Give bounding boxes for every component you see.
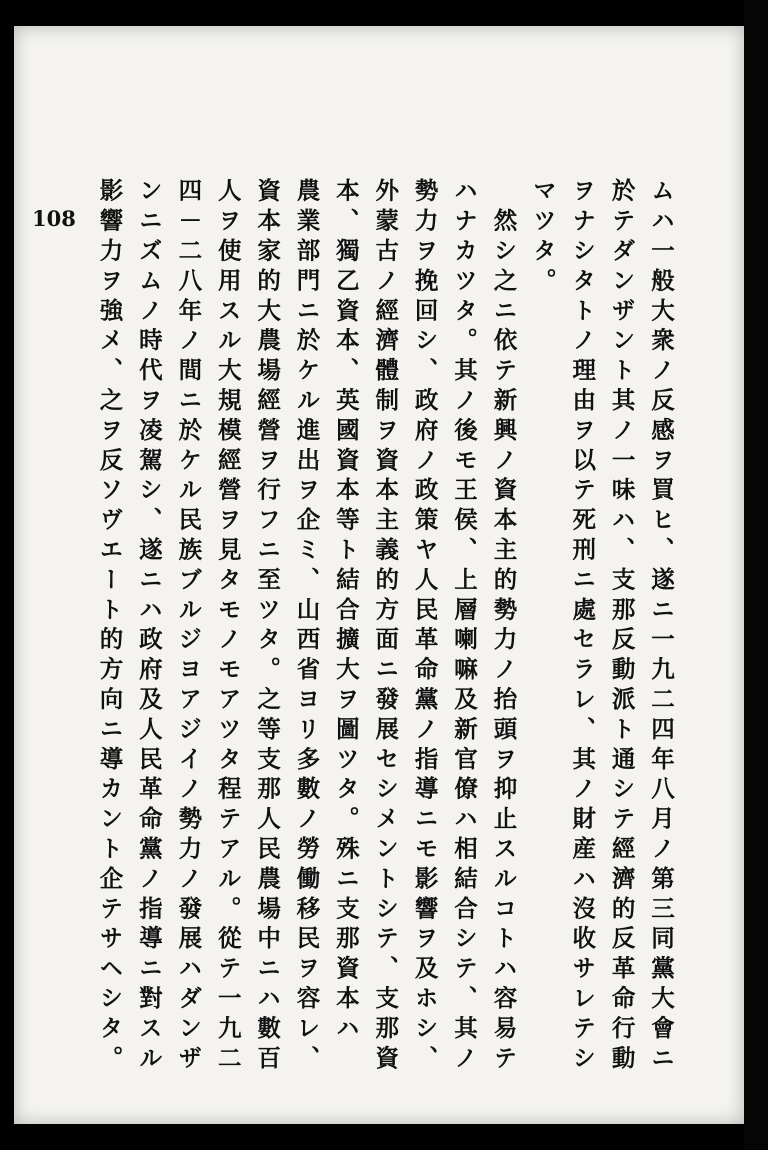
text-column: 四－二八年ノ間ニ於ケル民族ブルジヨアジイノ勢力ノ發展ハダンザ — [174, 178, 203, 1075]
text-column: 本、獨乙資本、英國資本等ト結合擴大ヲ圖ツタ。殊ニ支那資本ハ — [331, 178, 360, 1046]
text-column: 資本家的大農場經營ヲ行フニ至ツタ。之等支那人民農場中ニハ數百 — [253, 178, 282, 1075]
text-column: 然シ之ニ依テ新興ノ資本主的勢力ノ抬頭ヲ抑止スルコトハ容易テ — [489, 178, 518, 1075]
page-number: 108 — [32, 206, 76, 231]
vertical-text-block — [90, 178, 680, 1075]
text-column: ムハ一般大衆ノ反感ヲ買ヒ、遂ニ一九二四年八月ノ第三同黨大會ニ — [647, 178, 675, 1075]
text-column: 農業部門ニ於ケル進出ヲ企ミ、山西省ヨリ多數ノ勞働移民ヲ容レ、 — [292, 178, 321, 1075]
text-column: 勢力ヲ挽回シ、政府ノ政策ヤ人民革命黨ノ指導ニモ影響ヲ及ホシ、 — [410, 178, 439, 1075]
text-column: ンニズムノ時代ヲ凌駕シ、遂ニハ政府及人民革命黨ノ指導ニ對スル — [134, 178, 163, 1075]
right-border — [744, 0, 768, 1150]
text-column: マツタ。 — [528, 178, 557, 298]
text-column: 外蒙古ノ經濟體制ヲ資本主義的方面ニ發展セシメントシテ、支那資 — [371, 178, 400, 1075]
text-column: 影響力ヲ強メ、之ヲ反ソヴエート的方向ニ導カント企テサヘシタ。 — [95, 178, 124, 1075]
text-column: 人ヲ使用スル大規模經營ヲ見タモノモアツタ程テアル。從テ一九二 — [213, 178, 242, 1075]
text-column: ヲナシタトノ理由ヲ以テ死刑ニ處セラレ、其ノ財産ハ沒收サレテシ — [568, 178, 597, 1075]
text-column: 於テダンザント其ノ一味ハ、支那反動派ト通シテ經濟的反革命行動 — [607, 178, 636, 1075]
text-column: ハナカツタ。其ノ後モ王侯、上層喇嘛及新官僚ハ相結合シテ、其ノ — [450, 178, 479, 1075]
